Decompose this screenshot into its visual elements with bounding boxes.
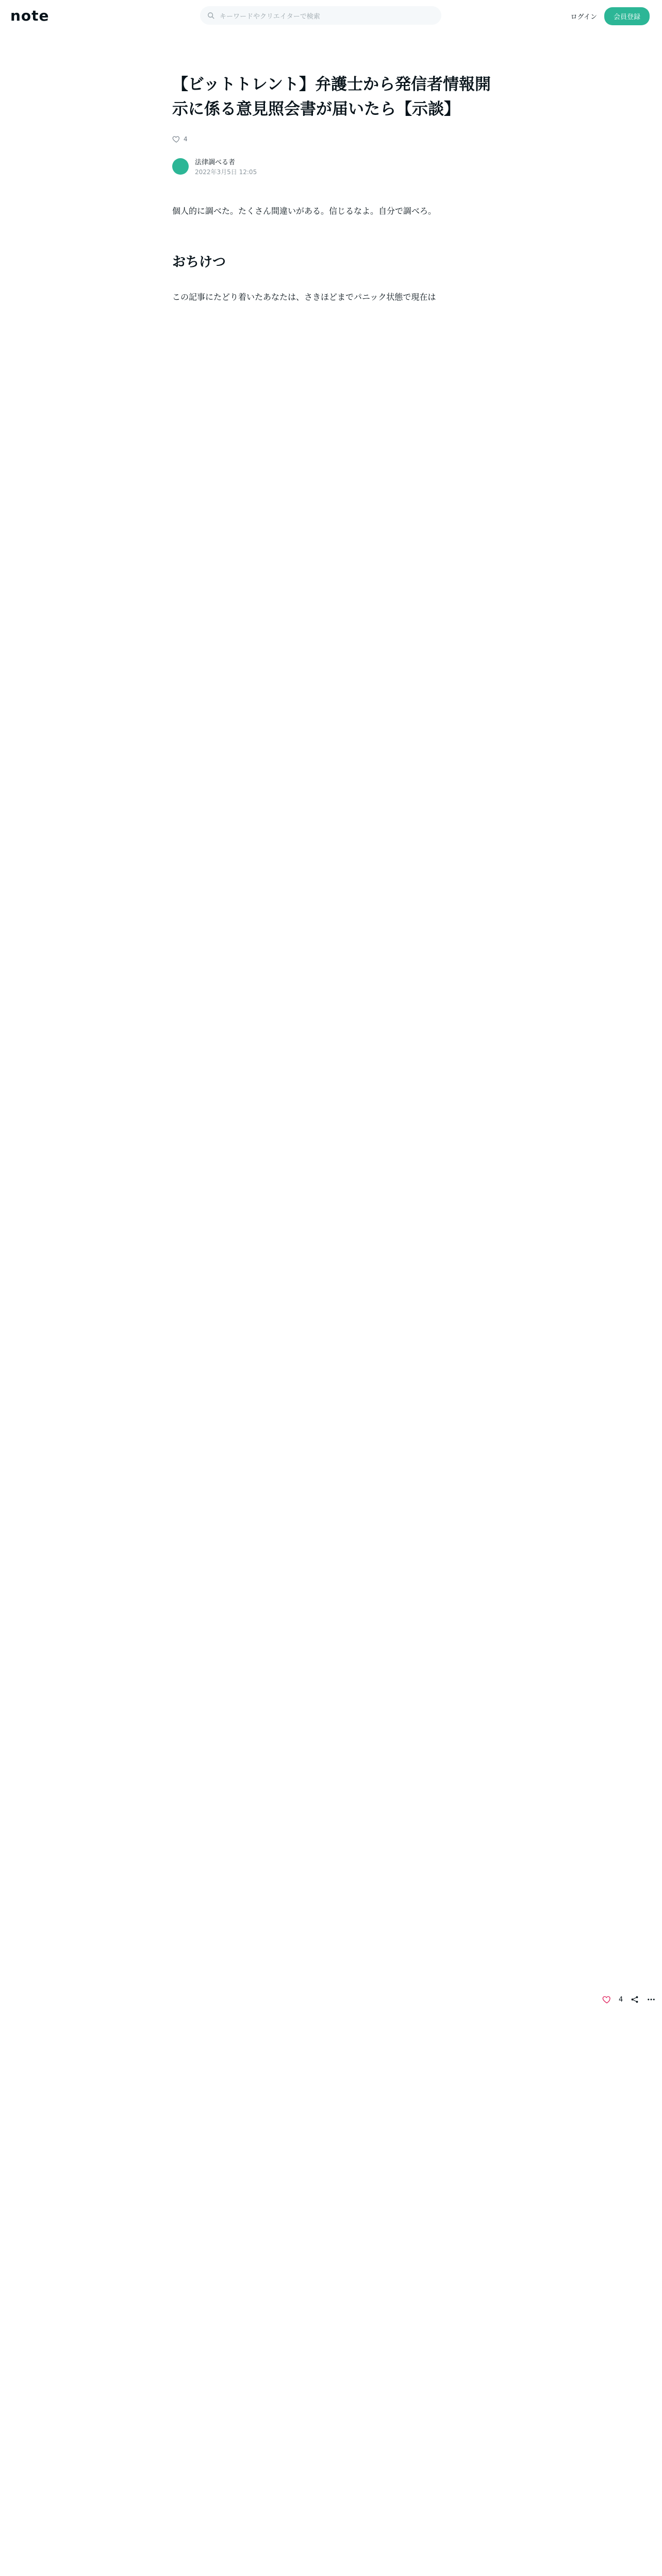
article-body — [172, 72, 492, 323]
login-link[interactable]: ログイン — [570, 13, 597, 21]
search-bar[interactable] — [200, 6, 441, 25]
note-logo[interactable]: note — [10, 7, 49, 24]
like-count: 4 — [184, 135, 188, 143]
intro-paragraph: 個人的に調べた。たくさん間違いがある。信じるなよ。自分で調べろ。 — [172, 206, 437, 216]
search-icon — [207, 12, 214, 19]
heading-ochitsuke: おちけつ — [172, 255, 226, 270]
like-row — [172, 135, 492, 143]
signup-button[interactable]: 会員登録 — [604, 7, 650, 25]
heart-icon[interactable] — [602, 1995, 611, 2004]
floating-actions — [602, 1995, 656, 2004]
author-name[interactable]: 法律調べる者 — [195, 159, 236, 166]
author-info[interactable] — [172, 157, 492, 176]
more-icon[interactable] — [647, 1995, 656, 2004]
avatar[interactable] — [172, 158, 189, 175]
post-date: 2022年3月5日 12:05 — [195, 168, 257, 176]
search-placeholder: キーワードやクリエイターで検索 — [220, 12, 320, 21]
like-count: 4 — [619, 1995, 623, 2004]
article-title: 【ビットトレント】弁護士から発信者情報開示に係る意見照会書が届いたら【示談】 — [172, 75, 491, 118]
paragraph: この記事にたどり着いたあなたは、さきほどまでパニック状態で現在は — [172, 292, 436, 302]
share-icon[interactable] — [630, 1995, 639, 2004]
heart-icon[interactable] — [172, 135, 180, 143]
top-header — [0, 0, 662, 31]
